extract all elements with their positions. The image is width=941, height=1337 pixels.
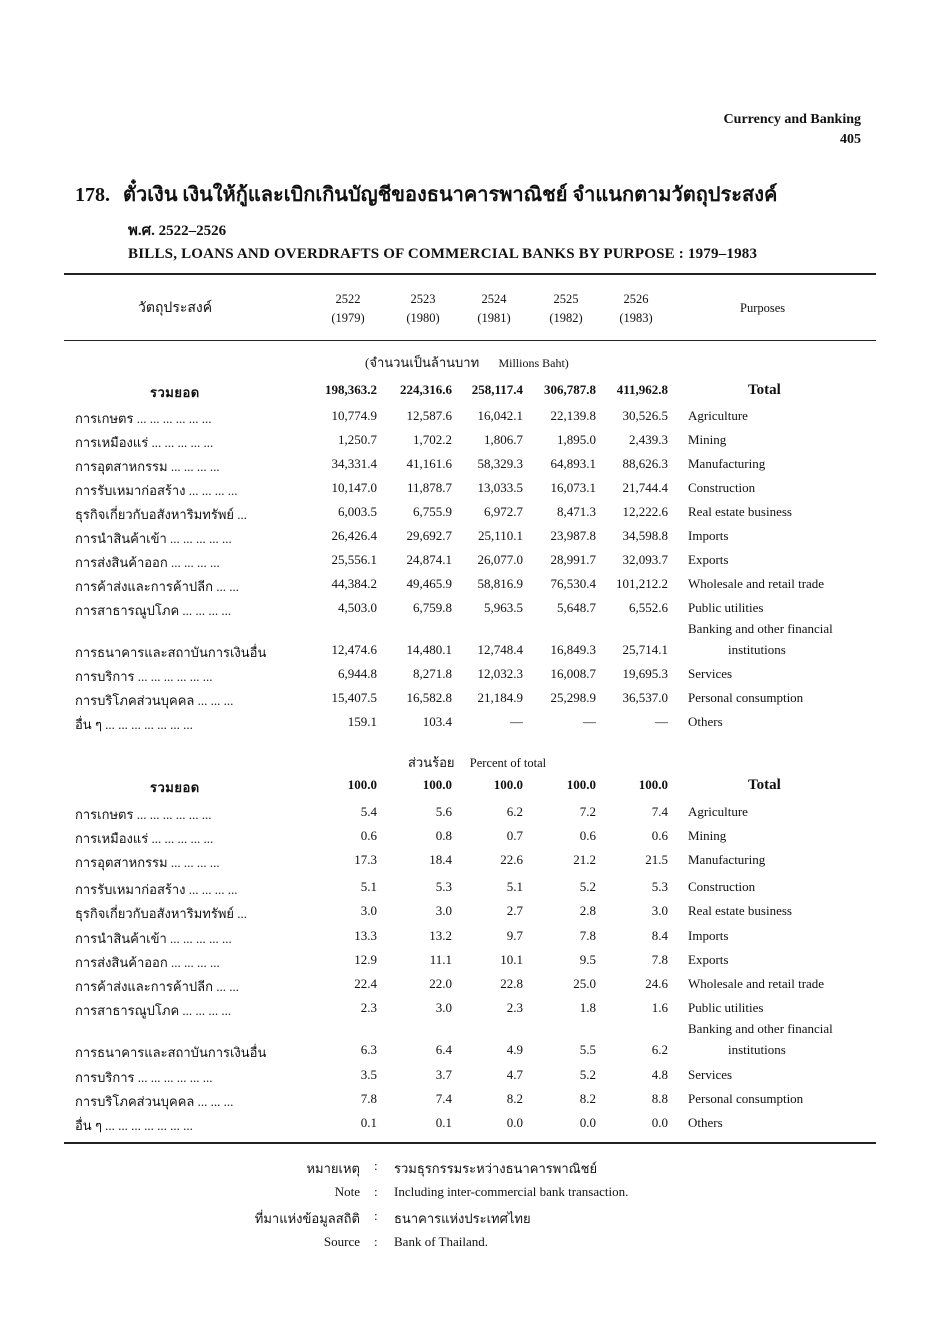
table-row: [0, 528, 941, 550]
cell-value: 2.8: [579, 903, 596, 918]
table-title-thai: [75, 178, 777, 210]
top-rule: [64, 273, 876, 275]
table-row: [0, 828, 941, 850]
table-title-english: BILLS, LOANS AND OVERDRAFTS OF COMMERCIAL BANKS BY PURPOSE : 1979–1983: [128, 246, 758, 262]
cell-value: 10.1: [500, 952, 523, 967]
table-row: [0, 666, 941, 688]
year-header-0: [318, 290, 378, 328]
year-ce: (1982): [549, 311, 583, 325]
cell-value: 22.4: [354, 976, 377, 991]
cell-value: 6.2: [651, 1042, 668, 1057]
row-label-english: Agriculture: [688, 408, 748, 423]
year-ce: (1983): [619, 311, 653, 325]
table-row: [0, 852, 941, 874]
total-row: [0, 382, 941, 404]
cell-value: 34,331.4: [331, 456, 377, 471]
row-label-thai: การรับเหมาก่อสร้าง ... ... ... ...: [75, 882, 238, 897]
footnote-value: Bank of Thailand.: [394, 1234, 488, 1249]
cell-value: 100.0: [347, 777, 377, 792]
cell-value: 4.7: [506, 1067, 523, 1082]
cell-value: 11,878.7: [406, 480, 452, 495]
cell-value: 76,530.4: [550, 576, 596, 591]
cell-value: 5.3: [435, 879, 452, 894]
cell-value: 2,439.3: [629, 432, 668, 447]
row-label-english: Manufacturing: [688, 456, 766, 471]
cell-value: 29,692.7: [406, 528, 452, 543]
cell-value: 18.4: [429, 852, 452, 867]
cell-value: —: [655, 714, 668, 729]
cell-value: 36,537.0: [622, 690, 668, 705]
row-label-thai: การรับเหมาก่อสร้าง ... ... ... ...: [75, 483, 238, 498]
title-thai-text: ตั๋วเงิน เงินให้กู้และเบิกเกินบัญชีของธนาคารพาณิชย์ จำแนกตามวัตถุประสงค์: [123, 184, 778, 206]
cell-value: 8.2: [506, 1091, 523, 1106]
row-label-thai: การบริการ ... ... ... ... ... ...: [75, 669, 213, 684]
cell-value: 0.8: [435, 828, 452, 843]
table-row: [0, 408, 941, 430]
row-label-english: Others: [688, 714, 723, 729]
cell-value: 5.1: [360, 879, 377, 894]
cell-value: 11.1: [429, 952, 452, 967]
cell-value: 28,991.7: [550, 552, 596, 567]
cell-value: 198,363.2: [325, 382, 377, 397]
unit-thai-percent: ส่วนร้อย: [408, 755, 455, 770]
cell-value: 101,212.2: [616, 576, 668, 591]
cell-value: 41,161.6: [406, 456, 452, 471]
row-label-english: Agriculture: [688, 804, 748, 819]
row-label-english: Real estate business: [688, 504, 792, 519]
cell-value: 0.0: [579, 1115, 596, 1130]
cell-value: 5.5: [579, 1042, 596, 1057]
row-label-thai: รวมยอด: [150, 780, 200, 795]
row-label-thai: การบริโภคส่วนบุคคล ... ... ...: [75, 693, 234, 708]
cell-value: 7.4: [651, 804, 668, 819]
row-label-thai: ธุรกิจเกี่ยวกับอสังหาริมทรัพย์ ...: [75, 507, 248, 522]
year-be: 2526: [623, 292, 649, 306]
cell-value: 32,093.7: [622, 552, 668, 567]
cell-value: 44,384.2: [331, 576, 377, 591]
table-row: [0, 1091, 941, 1113]
cell-value: 6,755.9: [413, 504, 452, 519]
table-row: [0, 976, 941, 998]
row-label-thai: การธนาคารและสถาบันการเงินอื่น: [75, 645, 267, 660]
cell-value: 8,271.8: [413, 666, 452, 681]
cell-value: 30,526.5: [622, 408, 668, 423]
cell-value: 1.6: [651, 1000, 668, 1015]
cell-value: 88,626.3: [622, 456, 668, 471]
cell-value: 22.6: [500, 852, 523, 867]
cell-value: 8,471.3: [557, 504, 596, 519]
year-ce: (1981): [477, 311, 511, 325]
row-label-english: Services: [688, 1067, 733, 1082]
cell-value: 3.0: [435, 1000, 452, 1015]
row-label-english: Construction: [688, 480, 756, 495]
cell-value: 5,963.5: [484, 600, 523, 615]
cell-value: 0.1: [435, 1115, 452, 1130]
row-label-english: Personal consumption: [688, 690, 804, 705]
row-label-thai: การนำสินค้าเข้า ... ... ... ... ...: [75, 531, 232, 546]
table-row: [0, 952, 941, 974]
cell-value: 25,298.9: [550, 690, 596, 705]
table-row: [0, 879, 941, 901]
row-label-thai: การส่งสินค้าออก ... ... ... ...: [75, 955, 220, 970]
cell-value: 2.3: [360, 1000, 377, 1015]
cell-value: 49,465.9: [406, 576, 452, 591]
cell-value: 3.7: [435, 1067, 452, 1082]
table-row: [0, 621, 941, 664]
row-label-thai: การเหมืองแร่ ... ... ... ... ...: [75, 435, 214, 450]
year-header-4: [606, 290, 666, 328]
cell-value: 8.2: [579, 1091, 596, 1106]
table-row: [0, 690, 941, 712]
cell-value: 25,714.1: [622, 642, 668, 657]
cell-value: 22.0: [429, 976, 452, 991]
row-label-english: Personal consumption: [688, 1091, 804, 1106]
cell-value: 25,556.1: [331, 552, 377, 567]
cell-value: 9.5: [579, 952, 596, 967]
table-row: [0, 552, 941, 574]
year-be: 2524: [481, 292, 507, 306]
cell-value: 23,987.8: [550, 528, 596, 543]
footnote-colon: :: [374, 1208, 378, 1223]
cell-value: 0.6: [651, 828, 668, 843]
row-label-english: Construction: [688, 879, 756, 894]
cell-value: 3.5: [360, 1067, 377, 1082]
year-be: 2522: [335, 292, 361, 306]
cell-value: 4,503.0: [338, 600, 377, 615]
cell-value: 14,480.1: [406, 642, 452, 657]
footnote-key: หมายเหตุ: [306, 1161, 360, 1176]
cell-value: 0.0: [651, 1115, 668, 1130]
cell-value: 1,702.2: [413, 432, 452, 447]
row-label-english: Imports: [688, 528, 729, 543]
row-label-thai: การบริโภคส่วนบุคคล ... ... ...: [75, 1094, 234, 1109]
row-label-english-line1: Banking and other financial: [688, 621, 833, 636]
cell-value: 16,073.1: [550, 480, 596, 495]
row-label-thai: การเกษตร ... ... ... ... ... ...: [75, 411, 212, 426]
row-label-english: Wholesale and retail trade: [688, 576, 825, 591]
cell-value: 13.2: [429, 928, 452, 943]
row-label-thai: การสาธารณูปโภค ... ... ... ...: [75, 1003, 232, 1018]
row-label-english: Others: [688, 1115, 723, 1130]
footnote-colon: :: [374, 1234, 378, 1249]
cell-value: 12,748.4: [477, 642, 523, 657]
cell-value: 258,117.4: [471, 382, 523, 397]
row-label-english: Total: [748, 382, 781, 398]
cell-value: 6,003.5: [338, 504, 377, 519]
row-label-english-line2: institutions: [728, 1042, 786, 1057]
table-row: [0, 504, 941, 526]
table-years-thai: พ.ศ. 2522–2526: [128, 223, 227, 239]
row-label-english: Exports: [688, 552, 729, 567]
table-row: [0, 1115, 941, 1137]
footnote-key: ที่มาแห่งข้อมูลสถิติ: [254, 1211, 360, 1226]
cell-value: 58,816.9: [477, 576, 523, 591]
cell-value: 7.2: [579, 804, 596, 819]
table-row: [0, 600, 941, 622]
running-header: Currency and Banking: [723, 112, 861, 127]
row-label-english: Total: [748, 777, 781, 793]
cell-value: 34,598.8: [622, 528, 668, 543]
year-ce: (1980): [406, 311, 440, 325]
row-label-english: Mining: [688, 828, 727, 843]
cell-value: 2.3: [506, 1000, 523, 1015]
cell-value: 8.4: [651, 928, 668, 943]
cell-value: 7.8: [579, 928, 596, 943]
row-label-english: Mining: [688, 432, 727, 447]
cell-value: 21.5: [645, 852, 668, 867]
cell-value: 21,184.9: [477, 690, 523, 705]
footnote-colon: :: [374, 1184, 378, 1199]
cell-value: 1.8: [579, 1000, 596, 1015]
row-label-thai: การบริการ ... ... ... ... ... ...: [75, 1070, 213, 1085]
year-be: 2523: [410, 292, 436, 306]
row-label-thai: ธุรกิจเกี่ยวกับอสังหาริมทรัพย์ ...: [75, 906, 248, 921]
cell-value: 7.8: [360, 1091, 377, 1106]
table-row: [0, 1067, 941, 1089]
cell-value: 5.4: [360, 804, 377, 819]
cell-value: 26,426.4: [331, 528, 377, 543]
bottom-rule: [64, 1142, 876, 1144]
cell-value: 1,250.7: [338, 432, 377, 447]
cell-value: 12,222.6: [622, 504, 668, 519]
cell-value: 4.9: [506, 1042, 523, 1057]
header-rule: [64, 340, 876, 341]
cell-value: 5.2: [579, 1067, 596, 1082]
cell-value: 0.6: [579, 828, 596, 843]
cell-value: 1,895.0: [557, 432, 596, 447]
cell-value: 1,806.7: [484, 432, 523, 447]
cell-value: 0.0: [506, 1115, 523, 1130]
table-row: [0, 432, 941, 454]
column-header-thai: วัตถุประสงค์: [138, 301, 213, 316]
row-label-english: Services: [688, 666, 733, 681]
row-label-thai: การสาธารณูปโภค ... ... ... ...: [75, 603, 232, 618]
row-label-thai: อื่น ๆ ... ... ... ... ... ... ...: [75, 1118, 193, 1133]
cell-value: 6,944.8: [338, 666, 377, 681]
row-label-english: Real estate business: [688, 903, 792, 918]
cell-value: 6.3: [360, 1042, 377, 1057]
cell-value: 306,787.8: [544, 382, 596, 397]
row-label-english: Wholesale and retail trade: [688, 976, 825, 991]
footnote-value: Including inter-commercial bank transaction.: [394, 1184, 629, 1199]
page-number: 405: [840, 132, 861, 147]
cell-value: 12.9: [354, 952, 377, 967]
footnote-row: [200, 1208, 800, 1228]
cell-value: 12,587.6: [406, 408, 452, 423]
footnote-value: รวมธุรกรรมระหว่างธนาคารพาณิชย์: [394, 1161, 598, 1176]
cell-value: 4.8: [651, 1067, 668, 1082]
cell-value: 9.7: [506, 928, 523, 943]
cell-value: 3.0: [651, 903, 668, 918]
year-be: 2525: [553, 292, 579, 306]
table-row: [0, 576, 941, 598]
cell-value: 10,774.9: [331, 408, 377, 423]
cell-value: 12,032.3: [477, 666, 523, 681]
cell-value: 16,849.3: [550, 642, 596, 657]
row-label-thai: รวมยอด: [150, 385, 200, 400]
cell-value: 2.7: [506, 903, 523, 918]
row-label-english: Public utilities: [688, 600, 764, 615]
cell-value: 0.6: [360, 828, 377, 843]
cell-value: 13,033.5: [477, 480, 523, 495]
cell-value: 3.0: [435, 903, 452, 918]
row-label-english: Imports: [688, 928, 729, 943]
cell-value: 24.6: [645, 976, 668, 991]
table-row: [0, 480, 941, 502]
unit-label-percent: [408, 752, 546, 773]
cell-value: 64,893.1: [550, 456, 596, 471]
cell-value: 5.2: [579, 879, 596, 894]
cell-value: 25,110.1: [477, 528, 523, 543]
cell-value: 100.0: [422, 777, 452, 792]
column-header-english: Purposes: [740, 301, 786, 315]
unit-en-percent: Percent of total: [469, 756, 547, 770]
table-number: 178.: [75, 184, 110, 206]
total-row: [0, 777, 941, 799]
year-header-1: [393, 290, 453, 328]
cell-value: 12,474.6: [331, 642, 377, 657]
row-label-thai: การธนาคารและสถาบันการเงินอื่น: [75, 1045, 267, 1060]
unit-label-millions: [365, 352, 569, 373]
cell-value: 16,582.8: [406, 690, 452, 705]
cell-value: 103.4: [422, 714, 452, 729]
cell-value: —: [510, 714, 523, 729]
cell-value: 5.3: [651, 879, 668, 894]
cell-value: 21,744.4: [622, 480, 668, 495]
cell-value: 10,147.0: [331, 480, 377, 495]
table-row: [0, 1021, 941, 1064]
table-row: [0, 714, 941, 736]
year-header-3: [536, 290, 596, 328]
footnote-colon: :: [374, 1158, 378, 1173]
row-label-thai: การส่งสินค้าออก ... ... ... ...: [75, 555, 220, 570]
cell-value: 7.4: [435, 1091, 452, 1106]
cell-value: 16,008.7: [550, 666, 596, 681]
table-row: [0, 804, 941, 826]
cell-value: 8.8: [651, 1091, 668, 1106]
cell-value: 26,077.0: [477, 552, 523, 567]
cell-value: 17.3: [354, 852, 377, 867]
table-row: [0, 456, 941, 478]
cell-value: 58,329.3: [477, 456, 523, 471]
cell-value: 25.0: [573, 976, 596, 991]
cell-value: 6.4: [435, 1042, 452, 1057]
table-row: [0, 1000, 941, 1022]
row-label-thai: การอุตสาหกรรม ... ... ... ...: [75, 855, 220, 870]
row-label-thai: การเหมืองแร่ ... ... ... ... ...: [75, 831, 214, 846]
cell-value: 13.3: [354, 928, 377, 943]
cell-value: 22,139.8: [550, 408, 596, 423]
footnote-value: ธนาคารแห่งประเทศไทย: [394, 1211, 531, 1226]
cell-value: 3.0: [360, 903, 377, 918]
year-header-2: [464, 290, 524, 328]
cell-value: 100.0: [638, 777, 668, 792]
year-ce: (1979): [331, 311, 365, 325]
cell-value: 6,552.6: [629, 600, 668, 615]
row-label-english-line2: institutions: [728, 642, 786, 657]
row-label-english-line1: Banking and other financial: [688, 1021, 833, 1036]
footnote-key: Source: [323, 1234, 360, 1249]
footnote-row: [200, 1234, 800, 1254]
row-label-thai: อื่น ๆ ... ... ... ... ... ... ...: [75, 717, 193, 732]
cell-value: 159.1: [347, 714, 377, 729]
cell-value: 15,407.5: [331, 690, 377, 705]
cell-value: 5.1: [506, 879, 523, 894]
footnote-row: [200, 1184, 800, 1204]
cell-value: 411,962.8: [616, 382, 668, 397]
row-label-thai: การเกษตร ... ... ... ... ... ...: [75, 807, 212, 822]
row-label-thai: การค้าส่งและการค้าปลีก ... ...: [75, 979, 239, 994]
cell-value: —: [583, 714, 596, 729]
cell-value: 0.7: [506, 828, 523, 843]
row-label-english: Manufacturing: [688, 852, 766, 867]
unit-en-millions: Millions Baht): [498, 356, 569, 370]
cell-value: 7.8: [651, 952, 668, 967]
table-row: [0, 903, 941, 925]
cell-value: 21.2: [573, 852, 596, 867]
cell-value: 24,874.1: [406, 552, 452, 567]
row-label-english: Exports: [688, 952, 729, 967]
row-label-thai: การอุตสาหกรรม ... ... ... ...: [75, 459, 220, 474]
cell-value: 6,759.8: [413, 600, 452, 615]
cell-value: 19,695.3: [622, 666, 668, 681]
footnote-row: [200, 1158, 800, 1178]
cell-value: 5,648.7: [557, 600, 596, 615]
cell-value: 100.0: [566, 777, 596, 792]
cell-value: 0.1: [360, 1115, 377, 1130]
cell-value: 100.0: [493, 777, 523, 792]
row-label-thai: การค้าส่งและการค้าปลีก ... ...: [75, 579, 239, 594]
row-label-english: Public utilities: [688, 1000, 764, 1015]
table-row: [0, 928, 941, 950]
cell-value: 224,316.6: [400, 382, 452, 397]
row-label-thai: การนำสินค้าเข้า ... ... ... ... ...: [75, 931, 232, 946]
cell-value: 6,972.7: [484, 504, 523, 519]
unit-thai-millions: (จำนวนเป็นล้านบาท: [365, 355, 480, 370]
footnote-key: Note: [334, 1184, 360, 1199]
cell-value: 16,042.1: [477, 408, 523, 423]
cell-value: 6.2: [506, 804, 523, 819]
cell-value: 22.8: [500, 976, 523, 991]
cell-value: 5.6: [435, 804, 452, 819]
